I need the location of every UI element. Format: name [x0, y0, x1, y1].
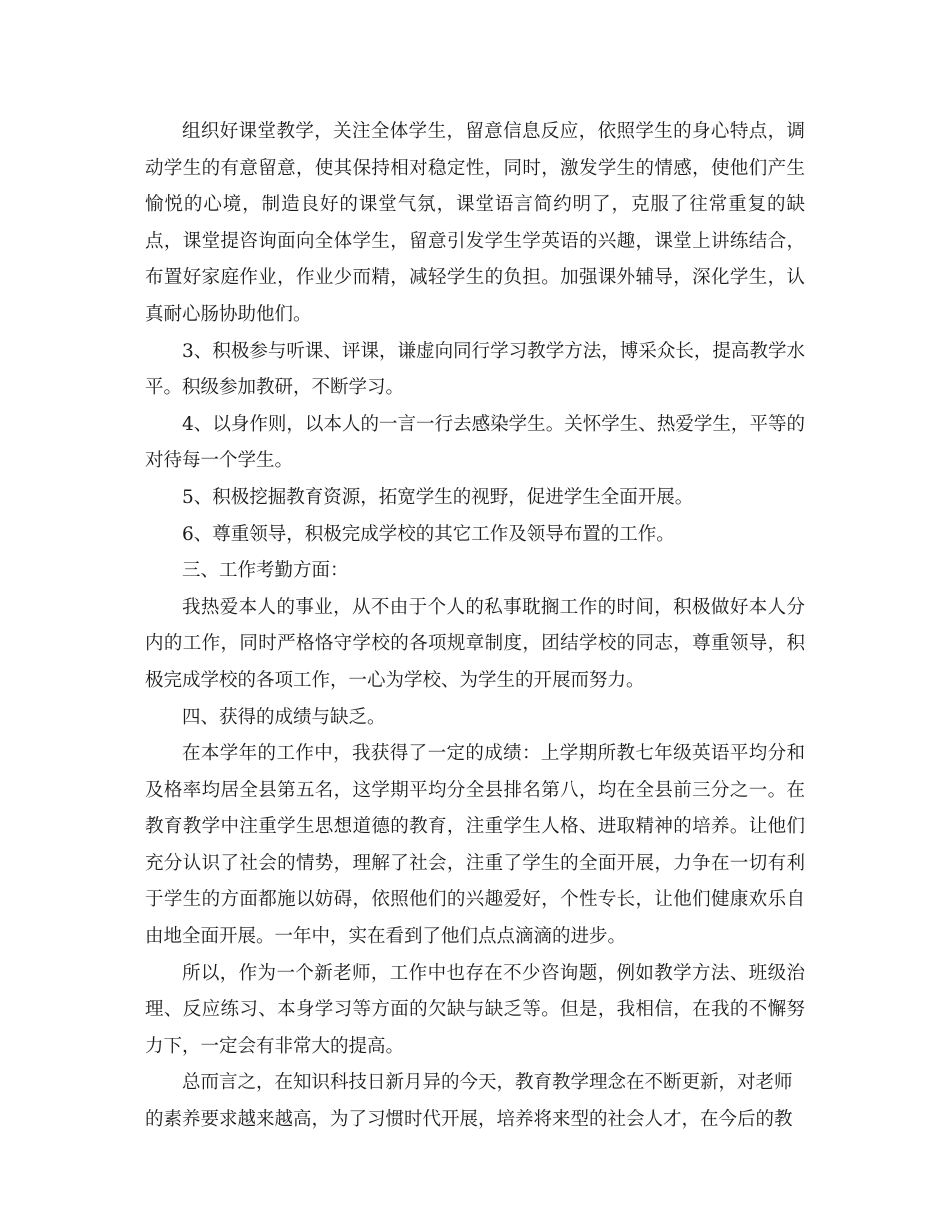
section-heading-achievements: 四、获得的成绩与缺乏。: [182, 706, 386, 728]
section-heading-attendance: 三、工作考勤方面：: [182, 560, 349, 582]
paragraph-item-6: 6、尊重领导，积极完成学校的其它工作及领导布置的工作。: [182, 523, 675, 545]
paragraph-item-3: 3、积极参与听课、评课，谦虚向同行学习教学方法，博采众长，提高教学水平。积级参加教研，不断学习。: [145, 340, 805, 399]
paragraph-achievements: 在本学年的工作中，我获得了一定的成绩：上学期所教七年级英语平均分和及格率均居全县第五名，这学期平均分全县排名第八，均在全县前三分之一。在教育教学中注重学生思想道德的教育，注重学生人格、进取精神的培养。让他们充分认识了社会的情势，理解了社会，注重了学生的全面开展，力争在一切有利于学生的方面都施以妨碍，依照他们的兴趣爱好，个性专长，让他们健康欢乐自由地全面开展。一年中，实在看到了他们点点滴滴的进步。: [145, 743, 805, 948]
paragraph-item-4: 4、以身作则，以本人的一言一行去感染学生。关怀学生、热爱学生，平等的对待每一个学生。: [145, 413, 805, 472]
paragraph-classroom-teaching: 组织好课堂教学，关注全体学生，留意信息反应，依照学生的身心特点，调动学生的有意留意，使其保持相对稳定性，同时，激发学生的情感，使他们产生愉悦的心境，制造良好的课堂气氛，课堂语言简约明了，克服了往常重复的缺点，课堂提咨询面向全体学生，留意引发学生学英语的兴趣，课堂上讲练结合，布置好家庭作业，作业少而精，减轻学生的负担。加强课外辅导，深化学生，认真耐心肠协助他们。: [145, 121, 805, 325]
paragraph-shortcomings: 所以，作为一个新老师，工作中也存在不少咨询题，例如教学方法、班级治理、反应练习、本身学习等方面的欠缺与缺乏等。但是，我相信，在我的不懈努力下，一定会有非常大的提高。: [145, 962, 805, 1057]
paragraph-item-5: 5、积极挖掘教育资源，拓宽学生的视野，促进学生全面开展。: [182, 486, 694, 508]
document-body: [145, 114, 805, 1139]
paragraph-conclusion: 总而言之，在知识科技日新月异的今天，教育教学理念在不断更新，对老师的素养要求越来越高，为了习惯时代开展，培养将来型的社会人才，在今后的教: [145, 1072, 793, 1131]
paragraph-attendance: 我热爱本人的事业，从不由于个人的私事耽搁工作的时间，积极做好本人分内的工作，同时严格恪守学校的各项规章制度，团结学校的同志，尊重领导，积极完成学校的各项工作，一心为学校、为学生的开展而努力。: [145, 596, 805, 691]
